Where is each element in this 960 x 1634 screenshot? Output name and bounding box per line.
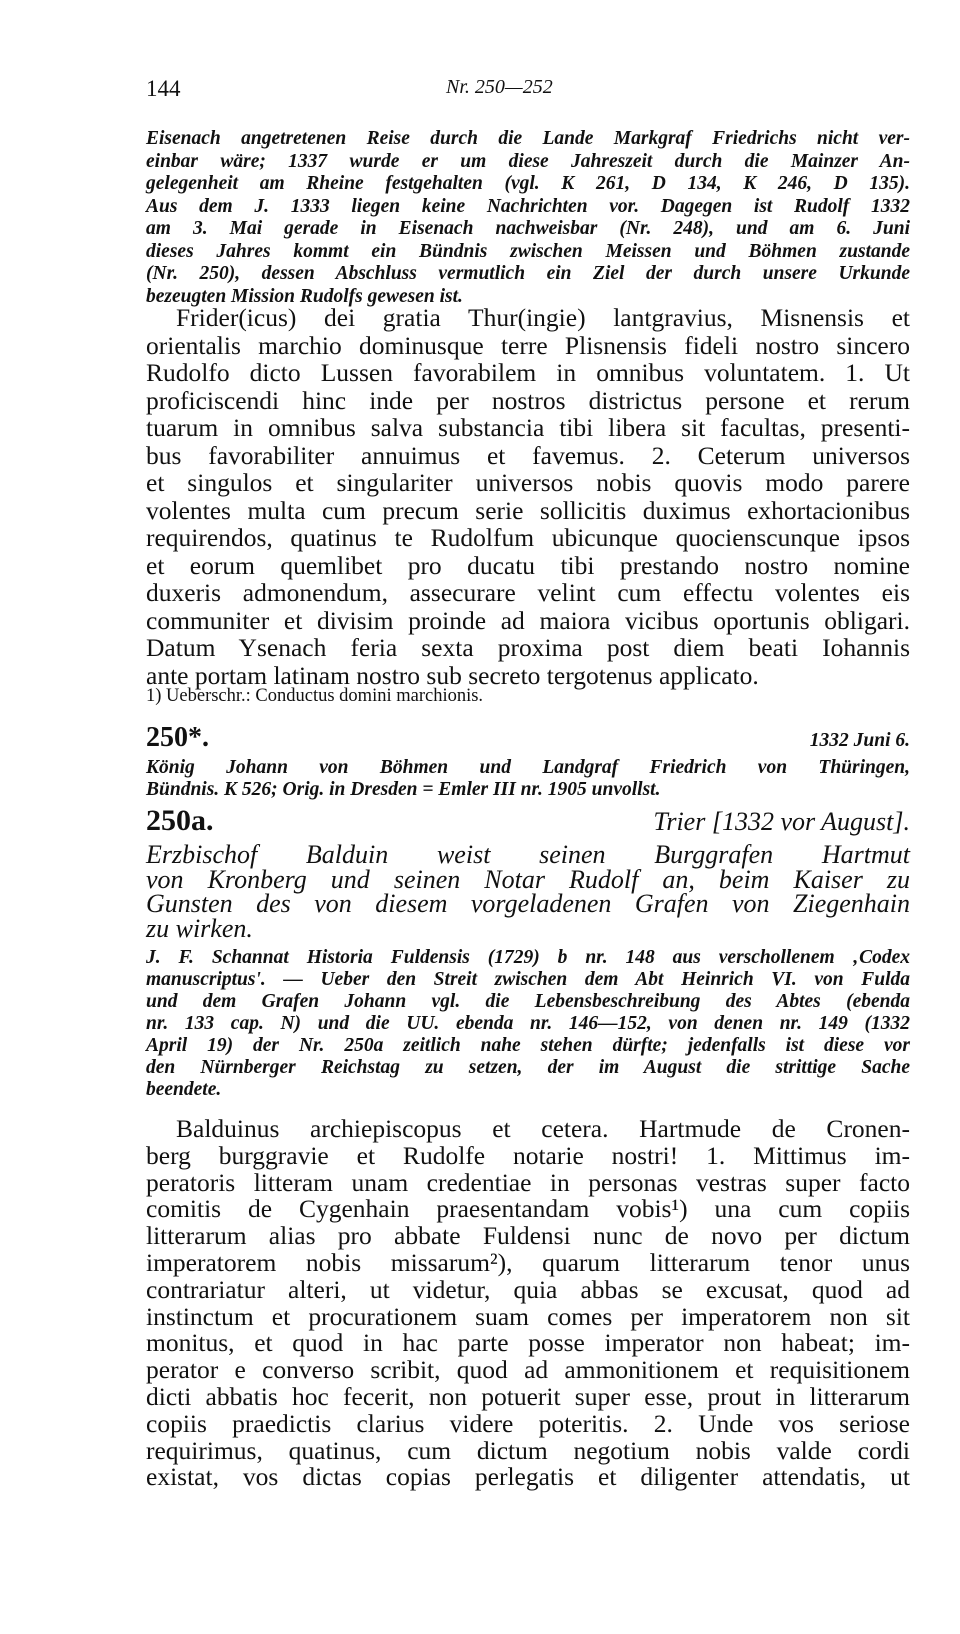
entry-number-250: 250*.	[146, 722, 209, 753]
text-line: Datum Ysenach feria sexta proxima post diem beati Iohannis	[146, 633, 910, 662]
text-line: orientalis marchio dominusque terre Plisnensis fideli nostro sincero	[146, 330, 910, 360]
text-line: duxeris admonendum, assecurare velint cum effectu volentes eis	[146, 578, 910, 607]
text-line: proficiscendi hinc inde per nostros districtus persone et rerum	[146, 385, 910, 415]
running-title: Nr. 250—252	[446, 76, 553, 98]
text-line: König Johann von Böhmen und Landgraf Friedrich von Thüringen,	[146, 757, 910, 778]
text-line: Frider(icus) dei gratia Thur(ingie) lantgravius, Misnensis et	[176, 303, 910, 332]
footnote: 1) Ueberschr.: Conductus domini marchionis.	[146, 686, 484, 706]
text-line: Aus dem J. 1333 liegen keine Nachrichten vor. Dagegen ist Rudolf 1332	[146, 195, 910, 217]
text-line: von Kronberg und seinen Notar Rudolf an, beim Kaiser zu	[146, 864, 910, 894]
text-line: Rudolfo dicto Lussen favorabilem in omnibus voluntatem. 1. Ut	[146, 358, 910, 387]
text-line: comitis de Cygenhain praesentandam vobis¹) una cum copiis	[146, 1194, 910, 1224]
text-line: Bündnis. K 526; Orig. in Dresden = Emler III nr. 1905 unvollst.	[146, 779, 661, 800]
text-line: volentes multa cum precum serie sollicitis duximus exhortacionibus	[146, 495, 910, 525]
page-header	[146, 76, 904, 106]
text-line: et eorum quemlibet pro ducatu tibi prestando nostro nomine	[146, 550, 910, 580]
text-line: Balduinus archiepiscopus et cetera. Hartmude de Cronen-	[176, 1114, 910, 1143]
text-line: perator e converso scribit, quod ad ammonitionem et requisitionem	[146, 1355, 910, 1385]
text-line: Erzbischof Balduin weist seinen Burggrafen Hartmut	[146, 840, 910, 869]
text-line: communiter et divisim proinde ad maiora vicibus oportunis obligari.	[146, 605, 910, 635]
text-line: (Nr. 250), dessen Abschluss vermutlich ein Ziel der durch unsere Urkunde	[146, 263, 910, 284]
text-line: bus favorabiliter annuimus et favemus. 2. Ceterum universos	[146, 440, 910, 470]
text-line: bezeugten Mission Rudolfs gewesen ist.	[146, 285, 463, 307]
text-line: den Nürnberger Reichstag zu setzen, der im August die strittige Sache	[146, 1057, 910, 1078]
text-line: Eisenach angetretenen Reise durch die Lande Markgraf Friedrichs nicht ver-	[146, 128, 910, 149]
text-line: am 3. Mai gerade in Eisenach nachweisbar (Nr. 248), und am 6. Juni	[146, 218, 910, 239]
text-line: Gunsten des von diesem vorgeladenen Grafen von Ziegenhain	[146, 889, 910, 918]
text-line: et singulos et singulariter universos nobis quovis modo parere	[146, 468, 910, 497]
text-line: instinctum et procurationem suam comes per imperatorem non sit	[146, 1301, 910, 1331]
text-line: manuscriptus'. — Ueber den Streit zwischen dem Abt Heinrich VI. von Fulda	[146, 969, 910, 990]
text-line: copiis praedictis clarius videre poteritis. 2. Unde vos seriose	[146, 1408, 910, 1438]
text-line: April 19) der Nr. 250a zeitlich nahe stehen dürfte; jedenfalls ist diese vor	[146, 1035, 910, 1056]
entry-number-250a: 250a.	[146, 804, 214, 837]
text-line: dicti abbatis hoc fecerit, non potuerit super esse, prout in litterarum	[146, 1382, 910, 1411]
page-number: 144	[146, 76, 181, 101]
text-line: existat, vos dictas copias perlegatis et diligenter attendatis, ut	[146, 1462, 910, 1492]
text-line: tuarum in omnibus salva substancia tibi libera sit facultas, presenti-	[146, 413, 910, 442]
text-line: imperatorem nobis missarum²), quarum litterarum tenor unus	[146, 1248, 910, 1277]
text-line: litterarum alias pro abbate Fuldensi nunc de novo per dictum	[146, 1221, 910, 1251]
text-line: und dem Grafen Johann vgl. die Lebensbeschreibung des Abtes (ebenda	[146, 991, 910, 1012]
text-line: berg burggravie et Rudolfe notarie nostri! 1. Mittimus im-	[146, 1140, 910, 1170]
text-line: peratoris litteram unam credentiae in personas vestras super facto	[146, 1167, 910, 1197]
text-line: dieses Jahres kommt ein Bündnis zwischen Meissen und Böhmen zustande	[146, 240, 910, 262]
text-line: zu wirken.	[146, 913, 253, 943]
entry-date-250a: Trier [1332 vor August].	[653, 807, 910, 836]
text-line: einbar wäre; 1337 wurde er um diese Jahreszeit durch die Mainzer An-	[146, 150, 910, 172]
text-line: nr. 133 cap. N) und die UU. ebenda nr. 146—152, von denen nr. 149 (1332	[146, 1013, 910, 1034]
text-line: requirimus, quatinus, cum dictum negotium nobis valde cordi	[146, 1435, 910, 1465]
text-line: requirendos, quatinus te Rudolfum ubicunque quocienscunque ipsos	[146, 523, 910, 552]
text-line: ante portam latinam nostro sub secreto tergotenus applicato.	[146, 660, 759, 690]
entry-date-250: 1332 Juni 6.	[809, 730, 910, 751]
text-line: contrariatur alteri, ut videtur, quia abbas se excusat, quod ad	[146, 1274, 910, 1304]
text-line: monitus, et quod in hac parte posse imperator non habeat; im-	[146, 1328, 910, 1358]
text-line: gelegenheit am Rheine festgehalten (vgl. K 261, D 134, K 246, D 135).	[146, 173, 910, 194]
text-line: beendete.	[146, 1079, 222, 1100]
text-line: J. F. Schannat Historia Fuldensis (1729) b nr. 148 aus verschollenem ‚Codex	[146, 947, 910, 968]
